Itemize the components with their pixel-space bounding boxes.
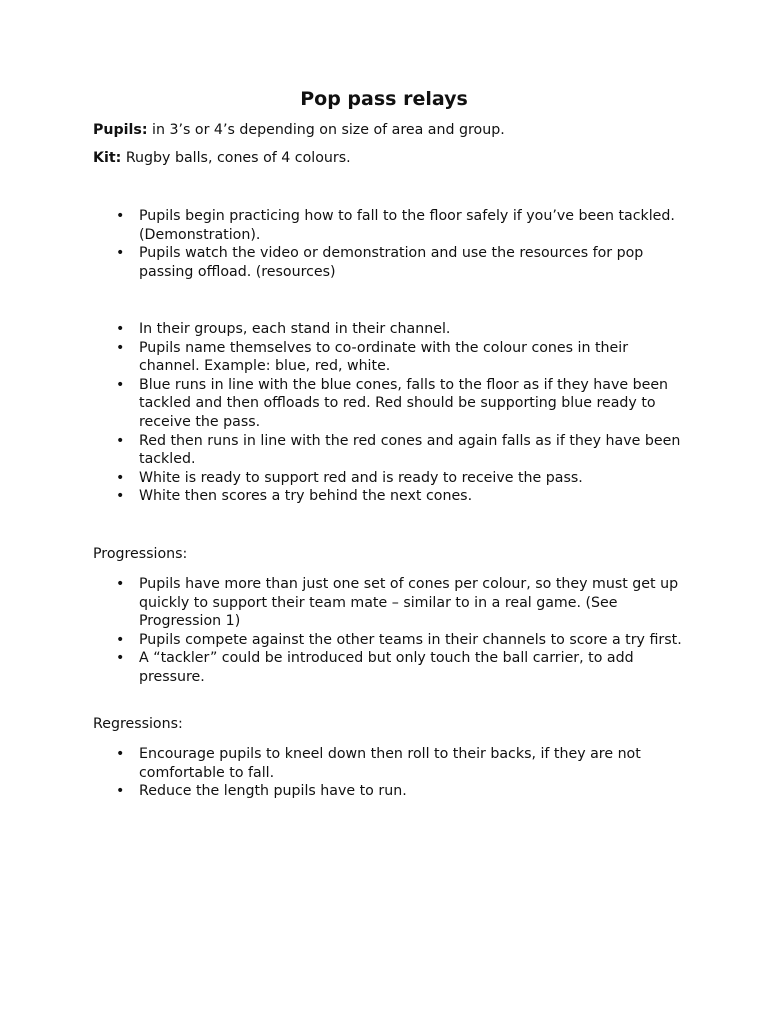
list-item-text: Pupils name themselves to co-ordinate with the colour cones in their channel. Example: blue, red, white. bbox=[139, 339, 629, 375]
list-item-text: Red then runs in line with the red cones and again falls as if they have been tackled. bbox=[139, 432, 681, 468]
kit-line bbox=[93, 149, 351, 168]
list-item-text: Pupils begin practicing how to fall to the floor safely if you’ve been tackled. (Demonstration). bbox=[139, 208, 675, 243]
list-item-text: Reduce the length pupils have to run. bbox=[139, 783, 407, 800]
list-item-text: Pupils watch the video or demonstration and use the resources for pop passing offload. (resources) bbox=[139, 245, 644, 280]
bullet-icon: • bbox=[116, 321, 125, 337]
kit-label: Kit: bbox=[93, 150, 122, 166]
list-item-text: In their groups, each stand in their channel. bbox=[139, 321, 451, 337]
list-item bbox=[93, 575, 693, 631]
bullet-icon: • bbox=[116, 469, 125, 486]
regressions-heading: Regressions: bbox=[93, 716, 183, 732]
pupils-line bbox=[93, 121, 505, 140]
progressions-heading: Progressions: bbox=[93, 546, 188, 562]
bullet-icon: • bbox=[116, 746, 125, 762]
list-item bbox=[93, 782, 693, 801]
regressions-list bbox=[93, 745, 693, 801]
list-item-text: Blue runs in line with the blue cones, falls to the floor as if they have been tackled and then offloads to red. Red should be supporting blue ready to receive the pass. bbox=[139, 376, 669, 430]
pupils-label: Pupils: bbox=[93, 122, 148, 138]
intro-list bbox=[93, 207, 693, 281]
bullet-icon: • bbox=[116, 650, 125, 667]
bullet-icon: • bbox=[116, 339, 125, 356]
kit-text: Rugby balls, cones of 4 colours. bbox=[121, 150, 351, 166]
list-item bbox=[93, 745, 693, 782]
list-item bbox=[93, 649, 693, 686]
pupils-text: in 3’s or 4’s depending on size of area and group. bbox=[147, 122, 505, 138]
bullet-icon: • bbox=[116, 208, 125, 224]
list-item bbox=[93, 376, 693, 432]
list-item-text: White then scores a try behind the next cones. bbox=[139, 488, 473, 505]
bullet-icon: • bbox=[116, 432, 125, 449]
list-item bbox=[93, 631, 693, 650]
list-item bbox=[93, 432, 693, 469]
progressions-list bbox=[93, 575, 693, 687]
list-item-text: White is ready to support red and is ready to receive the pass. bbox=[139, 469, 583, 486]
bullet-icon: • bbox=[116, 488, 125, 505]
bullet-icon: • bbox=[116, 631, 125, 648]
bullet-icon: • bbox=[116, 376, 125, 393]
list-item-text: A “tackler” could be introduced but only touch the ball carrier, to add pressure. bbox=[139, 650, 634, 685]
list-item bbox=[93, 207, 693, 244]
list-item bbox=[93, 487, 693, 506]
list-item bbox=[93, 469, 693, 488]
activity-list bbox=[93, 320, 693, 506]
bullet-icon: • bbox=[116, 576, 125, 592]
bullet-icon: • bbox=[116, 783, 125, 800]
page-title: Pop pass relays bbox=[300, 88, 468, 110]
list-item-text: Pupils compete against the other teams in their channels to score a try first. bbox=[139, 631, 682, 648]
list-item-text: Encourage pupils to kneel down then roll to their backs, if they are not comfortable to fall. bbox=[139, 746, 641, 781]
list-item bbox=[93, 320, 693, 339]
bullet-icon: • bbox=[116, 245, 125, 262]
list-item-text: Pupils have more than just one set of cones per colour, so they must get up quickly to support their team mate – similar to in a real game. (See Progression 1) bbox=[139, 576, 679, 630]
list-item bbox=[93, 244, 693, 281]
list-item bbox=[93, 339, 693, 376]
